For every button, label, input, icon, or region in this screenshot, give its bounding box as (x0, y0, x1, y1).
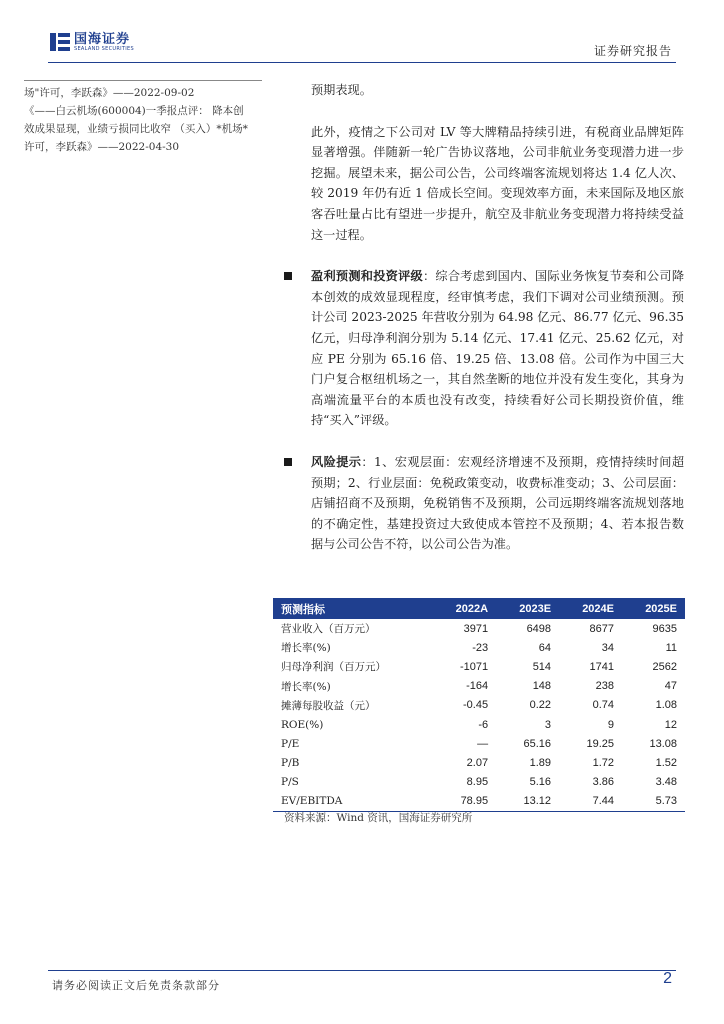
table-cell: 64 (538, 641, 552, 654)
table-cell: 65.16 (523, 737, 552, 750)
table-cell: 3971 (463, 622, 489, 635)
table-cell: 148 (532, 680, 552, 693)
table-row (273, 773, 685, 792)
table-cell: P/E (281, 737, 300, 750)
table-header-cell: 2022A (432, 598, 496, 619)
table-cell: 12 (664, 718, 677, 731)
table-cell: 9 (607, 718, 614, 731)
profit-forecast-section (311, 266, 684, 431)
table-cell: 3.48 (655, 776, 677, 789)
table-cell: 34 (601, 641, 614, 654)
table-header-cell: 预测指标 (273, 598, 432, 619)
table-cell: 3.86 (592, 776, 614, 789)
table-cell: P/S (281, 776, 299, 789)
table-cell: 514 (532, 660, 552, 673)
table-cell: 78.95 (432, 792, 496, 812)
table-cell: 6498 (526, 622, 552, 635)
related-report-line: 效成果显现，业绩亏损同比收窄 （买入）*机场* (24, 123, 248, 135)
table-cell: 2562 (652, 660, 677, 673)
bullet-square-icon (284, 272, 292, 280)
table-row (273, 753, 685, 772)
table-cell: EV/EBITDA (273, 792, 432, 812)
table-cell: 7.44 (559, 792, 622, 812)
report-type-label: 证券研究报告 (593, 44, 672, 58)
table-cell: — (477, 737, 489, 750)
table-source-note: 资料来源：Wind 资讯，国海证券研究所 (284, 812, 473, 824)
table-cell: 1.72 (592, 756, 614, 769)
table-cell: 5.73 (622, 792, 685, 812)
related-report-line: 《——白云机场(600004)一季报点评： 降本创 (24, 105, 244, 117)
table-cell: 0.74 (592, 699, 614, 712)
table-cell: 47 (664, 680, 677, 693)
company-logo (50, 30, 134, 54)
table-header-row (273, 598, 685, 619)
risk-text: ：1、宏观层面：宏观经济增速不及预期，疫情持续时间超预期；2、行业层面：免税政策变动，收费标准变动；3、公司层面：店铺招商不及预期，免税销售不及预期，公司远期终端客流规划落地的不确定性，基建投资过大致使成本管控不及预期；4、若本报告数据与公司公告不符，以公司公告为准。 (311, 454, 685, 552)
logo-english-name: SEALAND SECURITIES (74, 45, 134, 52)
page-number: 2 (663, 970, 672, 987)
logo-chinese-name: 国海证券 (74, 31, 131, 47)
intro-text: 预期表现。 (311, 83, 372, 97)
table-cell: -164 (466, 680, 489, 693)
table-row (273, 715, 685, 734)
table-header-cell: 2024E (559, 598, 622, 619)
risk-title: 风险提示 (311, 454, 362, 469)
table-row (273, 792, 685, 812)
table-cell: 11 (665, 641, 677, 654)
table-row (273, 677, 685, 696)
table-cell: 8677 (589, 622, 614, 635)
table-row (273, 657, 685, 676)
table-cell: -23 (472, 641, 489, 654)
related-report-line: 场"许可，李跃森》——2022-09-02 (24, 87, 195, 99)
table-cell: -6 (478, 718, 489, 731)
forecast-table (273, 598, 685, 812)
table-row (273, 696, 685, 715)
risk-section (311, 452, 684, 555)
table-cell: 摊薄每股收益（元） (281, 699, 376, 712)
table-cell: P/B (281, 756, 300, 769)
disclaimer-note: 请务必阅读正文后免责条款部分 (52, 979, 220, 992)
table-cell: 13.12 (496, 792, 559, 812)
table-cell: 1741 (589, 660, 614, 673)
table-cell: -1071 (459, 660, 489, 673)
table-cell: -0.45 (463, 699, 489, 712)
table-cell: ROE(%) (281, 718, 324, 731)
table-cell: 1.89 (529, 756, 552, 769)
related-report-line: 许可，李跃森》——2022-04-30 (24, 141, 180, 153)
table-cell: 1.08 (655, 699, 677, 712)
table-cell: 13.08 (649, 737, 677, 750)
table-cell: 19.25 (586, 737, 614, 750)
header-divider (48, 62, 676, 63)
table-cell: 0.22 (529, 699, 552, 712)
profit-forecast-text: ：综合考虑到国内、国际业务恢复节奏和公司降本创效的成效显现程度，经审慎考虑，我们下调对公司业绩预测。预计公司 2023-2025 年营收分别为 64.98 亿元、86.77 亿元、96.35 亿元，归母净利润分别为 5.14 亿元、17.41 亿元、25.62 亿元，对应 PE 分别为 65.16 倍、19.25 倍、13.08 倍。公司作为中国三大门户复合枢纽机场之一，其自然垄断的地位并没有发生变化，其身为高端流量平台的本质也没有改变，持续看好公司长期投资价值，维持“买入”评级。 (311, 269, 685, 428)
table-cell: 8.95 (466, 776, 489, 789)
table-cell: 5.16 (529, 776, 552, 789)
table-cell: 3 (544, 718, 552, 731)
table-header-cell: 2025E (622, 598, 685, 619)
related-reports-sidebar (24, 80, 262, 156)
table-cell: 归母净利润（百万元） (281, 661, 386, 674)
table-cell: 增长率(%) (281, 680, 331, 693)
table-cell: 1.52 (655, 756, 677, 769)
logo-emblem-icon (50, 31, 70, 53)
main-body (311, 80, 684, 555)
table-cell: 9635 (652, 622, 677, 635)
table-cell: 增长率(%) (281, 642, 331, 655)
table-row (273, 638, 685, 657)
footer-divider (48, 970, 676, 971)
profit-forecast-title: 盈利预测和投资评级 (311, 269, 423, 284)
table-header-cell: 2023E (496, 598, 559, 619)
table-cell: 营业收入（百万元） (281, 623, 376, 636)
bullet-square-icon (284, 458, 292, 466)
table-cell: 238 (595, 680, 614, 693)
paragraph-lv-brands: 此外，疫情之下公司对 LV 等大牌精品持续引进，有税商业品牌矩阵显著增强。伴随新一轮广告协议落地，公司非航业务变现潜力进一步挖掘。展望未来，据公司公告，公司终端客流规划将达 1.4 亿人次、较 2019 年仍有近 1 倍成长空间。变现效率方面，未来国际及地区旅客吞吐量占比有望进一步提升，航空及非航业务变现潜力将持续受益这一过程。 (311, 124, 684, 242)
table-row (273, 734, 685, 753)
table-cell: 2.07 (466, 756, 489, 769)
table-row (273, 619, 685, 638)
